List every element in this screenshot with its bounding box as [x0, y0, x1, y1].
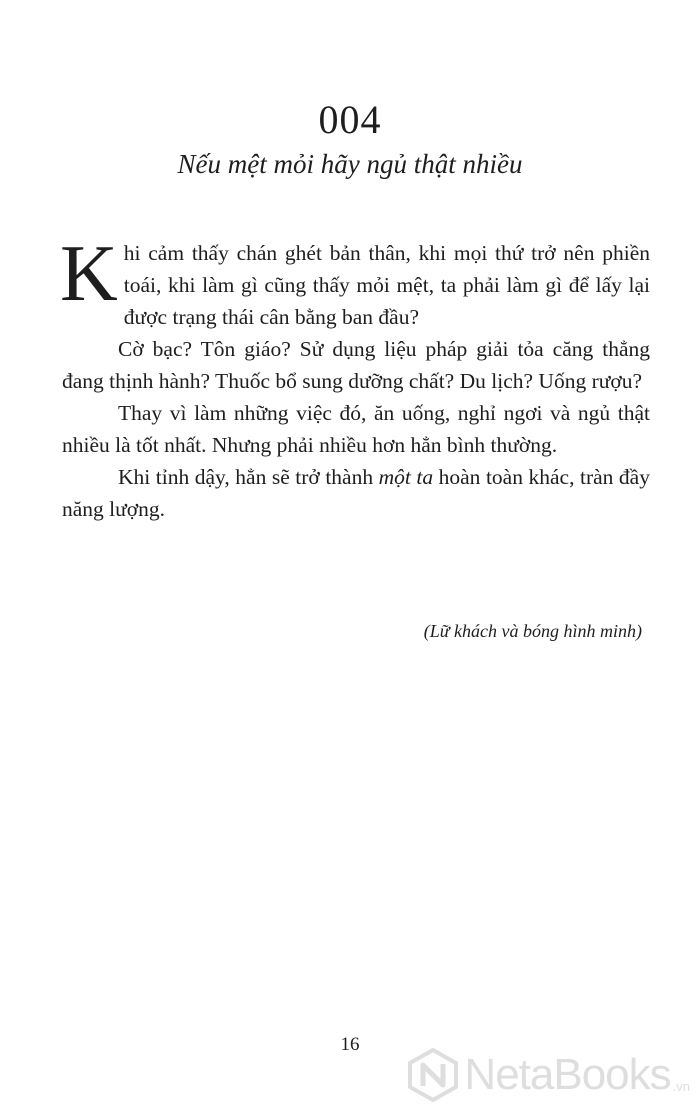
paragraph-3: Thay vì làm những việc đó, ăn uống, nghỉ ngơi và ngủ thật nhiều là tốt nhất. Nhưng phải nhiều hơn hẳn bình thường. — [62, 401, 650, 457]
page-number: 16 — [340, 1034, 360, 1055]
chapter-title: Nếu mệt mỏi hãy ngủ thật nhiều — [177, 149, 523, 179]
source-open-paren: ( — [423, 621, 430, 641]
paragraph-4-after: hoàn toàn khác, tràn đầy năng lượng. — [62, 465, 650, 521]
watermark — [408, 1048, 690, 1102]
paragraph-4-before: Khi tỉnh dậy, hẳn sẽ trở thành — [118, 465, 379, 489]
source-close-paren: ) — [636, 621, 642, 641]
paragraph-4-emphasis: một ta — [378, 465, 434, 489]
paragraph-4 — [62, 461, 650, 525]
netabooks-logo-icon — [408, 1048, 458, 1102]
source-citation — [424, 618, 642, 644]
drop-cap: K — [60, 230, 118, 318]
chapter-number: 004 — [318, 97, 382, 142]
watermark-suffix: .vn — [672, 1079, 690, 1094]
watermark-brand: NetaBooks — [464, 1050, 671, 1099]
paragraph-1-text: hi cảm thấy chán ghét bản thân, khi mọi thứ trở nên phiền toái, khi làm gì cũng thấy mỏi mệt, ta phải làm gì để lấy lại được trạng thái cân bằng ban đầu? — [123, 241, 650, 329]
paragraph-2: Cờ bạc? Tôn giáo? Sử dụng liệu pháp giải tỏa căng thẳng đang thịnh hành? Thuốc bổ sung dưỡng chất? Du lịch? Uống rượu? — [62, 337, 650, 393]
paragraph-1 — [60, 230, 650, 333]
source-title: Lữ khách và bóng hình minh — [429, 621, 636, 641]
body-text — [60, 230, 650, 525]
